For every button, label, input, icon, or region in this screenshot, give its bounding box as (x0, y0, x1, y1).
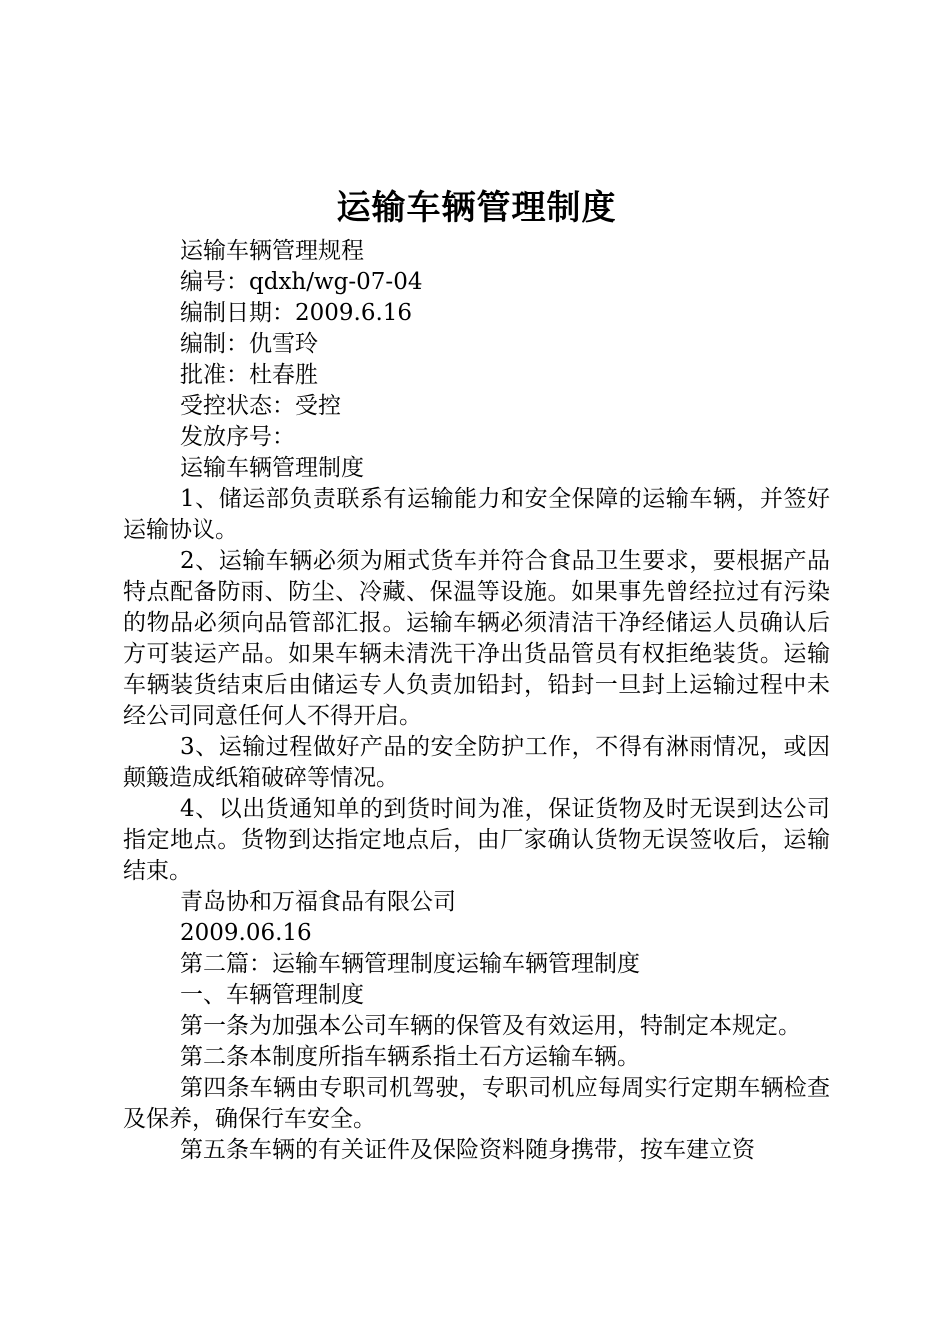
paragraph-item-3: 3、运输过程做好产品的安全防护工作，不得有淋雨情况，或因颠簸造成纸箱破碎等情况。 (123, 734, 830, 791)
paragraph-compile-date: 编制日期：2009.6.16 (180, 300, 413, 326)
paragraph-item-1: 1、储运部负责联系有运输能力和安全保障的运输车辆，并签好运输协议。 (123, 486, 830, 543)
paragraph-article-5: 第五条车辆的有关证件及保险资料随身携带，按车建立资 (180, 1137, 755, 1163)
paragraph-section-heading: 运输车辆管理制度 (180, 455, 364, 481)
document-body (123, 236, 830, 1166)
paragraph-item-2: 2、运输车辆必须为厢式货车并符合食品卫生要求，要根据产品特点配备防雨、防尘、冷藏、保温等设施。如果事先曾经拉过有污染的物品必须向品管部汇报。运输车辆必须清洁干净经储运人员确认后方可装运产品。如果车辆未清洗干净出货品管员有权拒绝装货。运输车辆装货结束后由储运专人负责加铅封，铅封一旦封上运输过程中未经公司同意任何人不得开启。 (123, 548, 830, 729)
paragraph-part-two-heading: 第二篇：运输车辆管理制度运输车辆管理制度 (180, 951, 640, 977)
paragraph-regulation-name: 运输车辆管理规程 (180, 238, 364, 264)
paragraph-company-name: 青岛协和万福食品有限公司 (180, 889, 456, 915)
paragraph-control-status: 受控状态：受控 (180, 393, 341, 419)
document-title: 运输车辆管理制度 (336, 188, 617, 228)
paragraph-item-4: 4、以出货通知单的到货时间为准，保证货物及时无误到达公司指定地点。货物到达指定地点后，由厂家确认货物无误签收后，运输结束。 (123, 796, 830, 884)
paragraph-article-4: 第四条车辆由专职司机驾驶，专职司机应每周实行定期车辆检查及保养，确保行车安全。 (123, 1075, 830, 1132)
paragraph-approver: 批准：杜春胜 (180, 362, 318, 388)
paragraph-chapter-heading: 一、车辆管理制度 (180, 982, 364, 1008)
paragraph-article-1: 第一条为加强本公司车辆的保管及有效运用，特制定本规定。 (180, 1013, 801, 1039)
paragraph-compiler: 编制：仇雪玲 (180, 331, 318, 357)
paragraph-doc-number: 编号：qdxh/wg-07-04 (180, 269, 423, 295)
paragraph-article-2: 第二条本制度所指车辆系指土石方运输车辆。 (180, 1044, 640, 1070)
paragraph-signature-date: 2009.06.16 (180, 920, 312, 946)
paragraph-issue-number: 发放序号： (180, 424, 295, 450)
